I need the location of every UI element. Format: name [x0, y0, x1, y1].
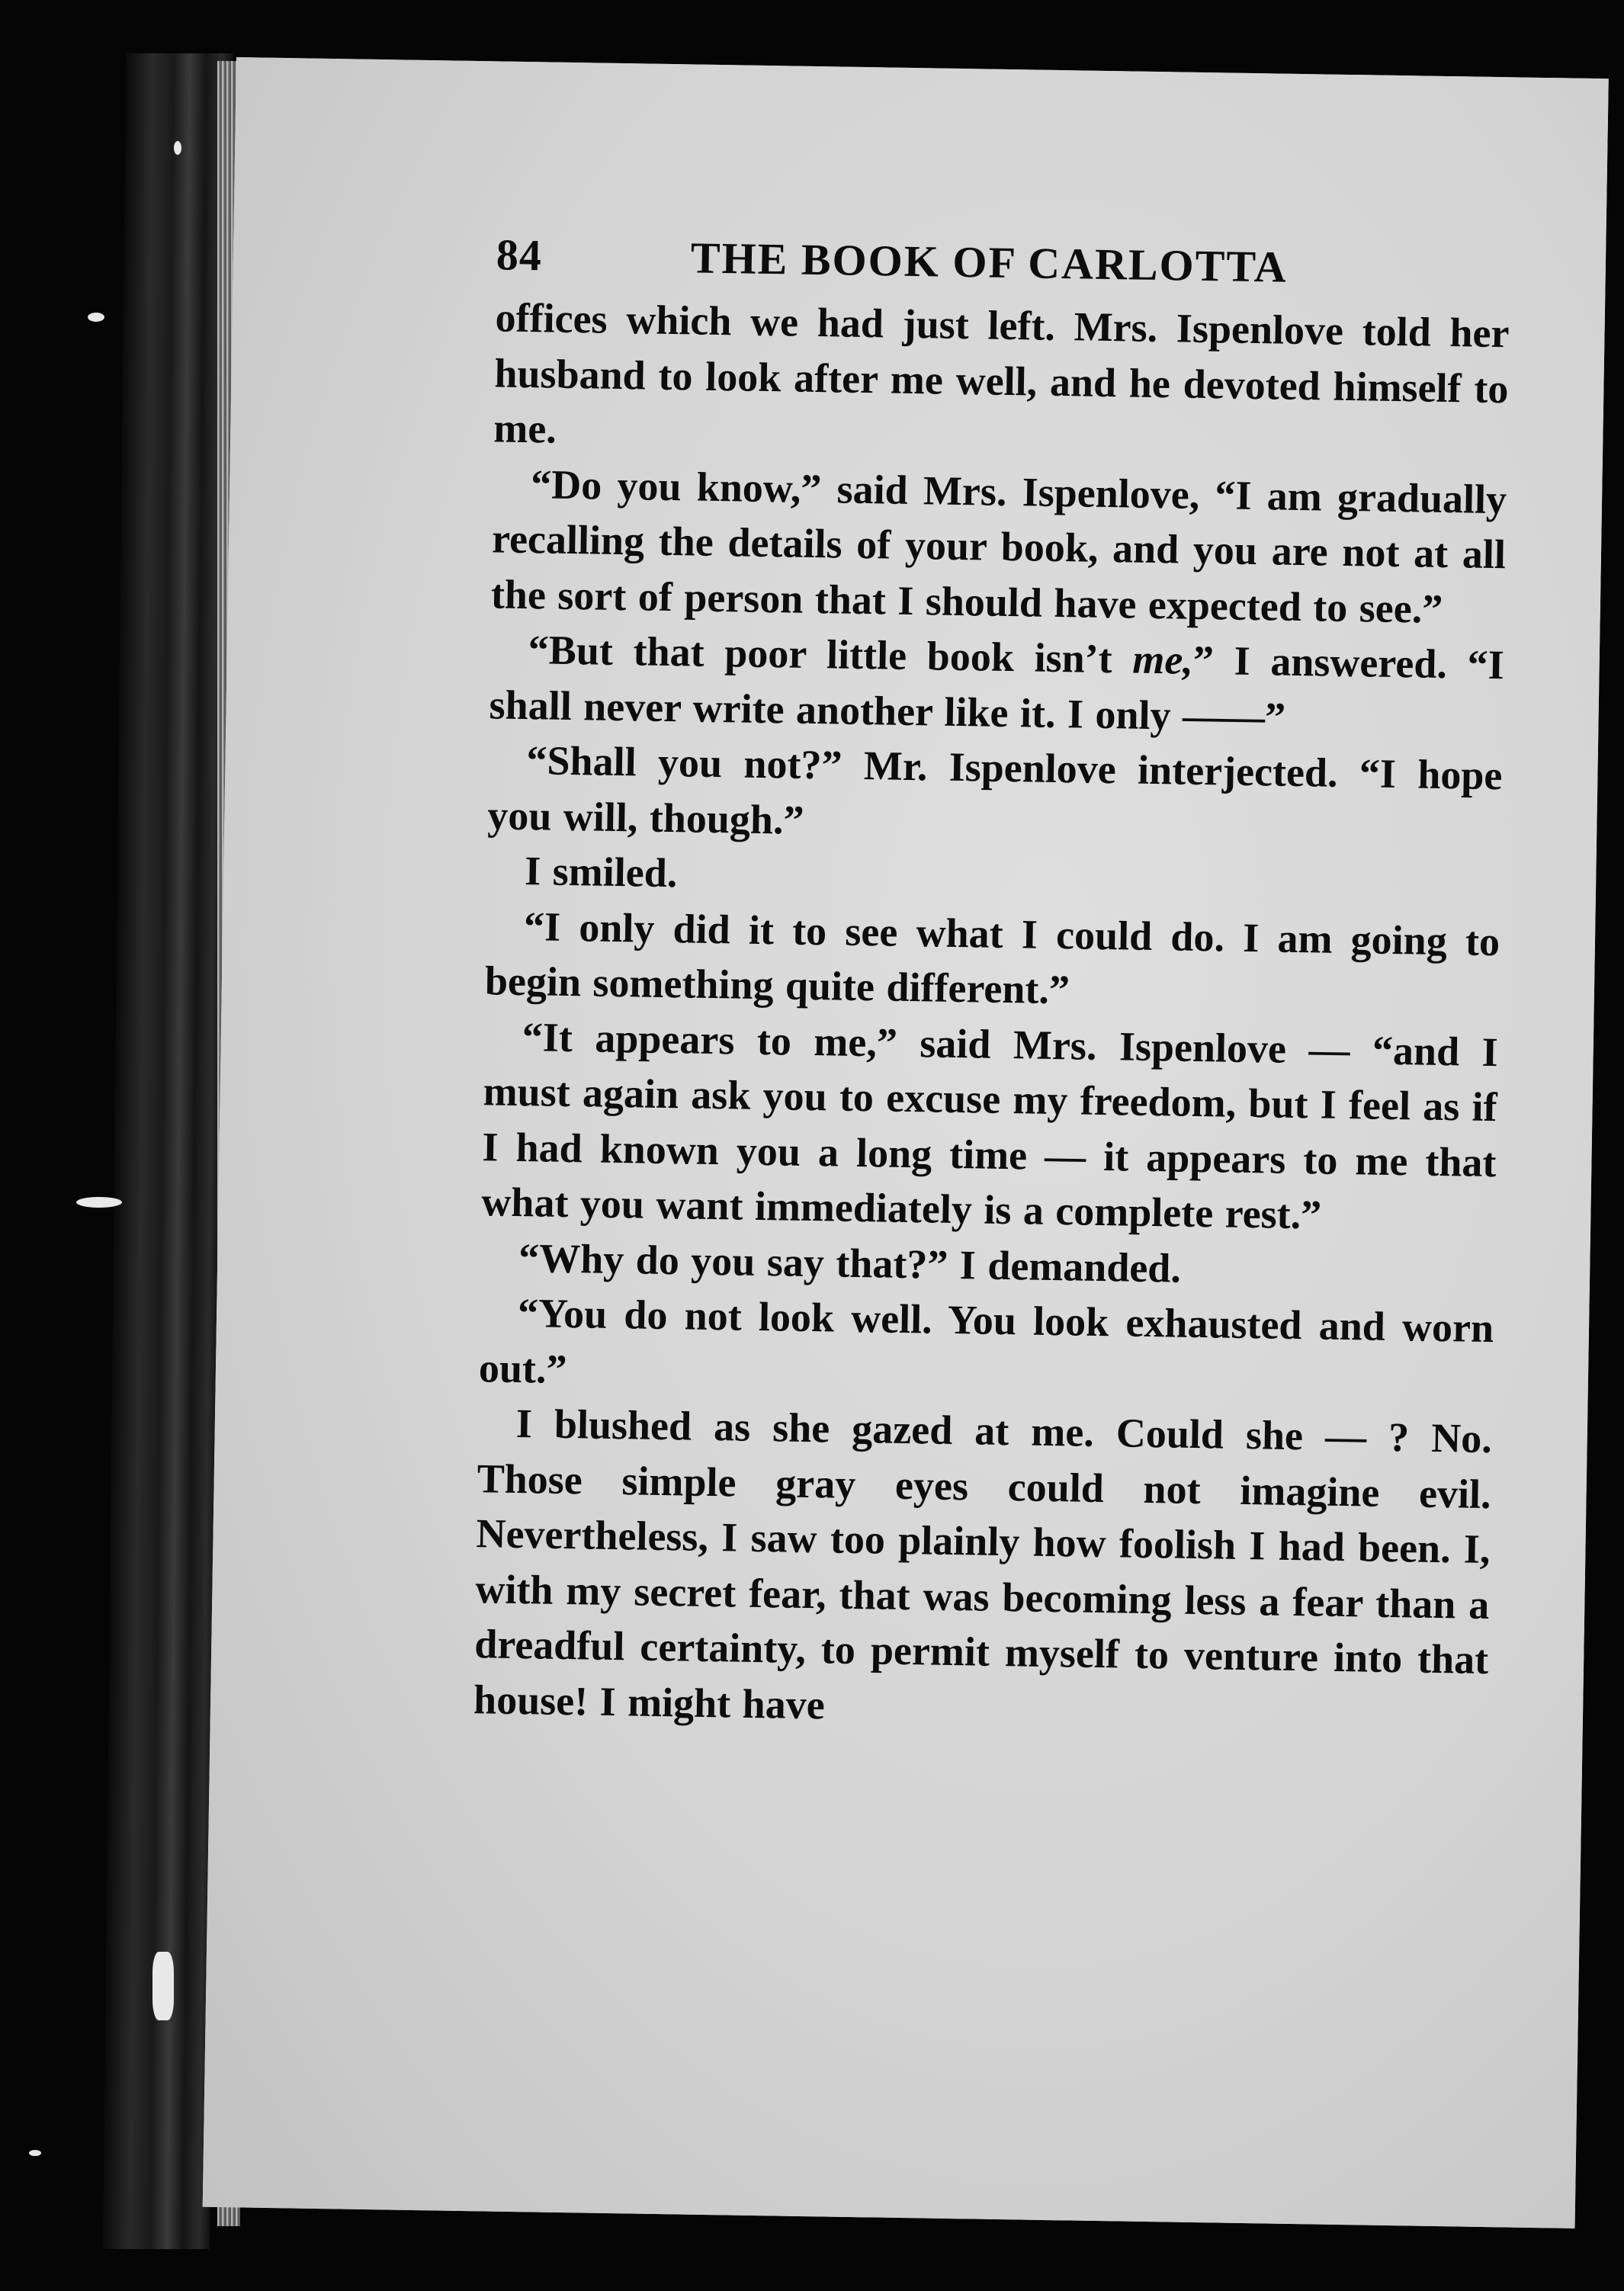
dust-speck	[88, 313, 104, 322]
page-number: 84	[496, 229, 543, 281]
paragraph	[489, 621, 1504, 748]
paragraph-text: ” I answered. “I shall never write another like it. I only ——”	[489, 637, 1505, 740]
dust-speck	[174, 141, 181, 155]
dust-speck	[76, 1197, 122, 1208]
book-title: THE BOOK OF CARLOTTA	[690, 233, 1289, 292]
dust-speck	[152, 1952, 174, 2020]
paragraph: “You do not look well. You look exhausted and worn out.”	[478, 1290, 1494, 1392]
paragraph: “It appears to me,” said Mrs. Ispenlove — “and I must again ask you to excuse my freedom, but I feel as if I had known you a long time — it appears to me that what you want immediately is a complete rest.”	[480, 1013, 1499, 1238]
body-text	[473, 290, 1510, 1743]
paragraph: I smiled.	[524, 848, 678, 897]
paragraph: “Why do you say that?” I demanded.	[518, 1234, 1182, 1291]
paragraph-text: “But that poor little book isn’t	[528, 627, 1133, 682]
emphasized-word: me,	[1131, 636, 1194, 683]
book-page	[203, 57, 1609, 2228]
paragraph: I blushed as she gazed at me. Could she — ? No. Those simple gray eyes could not imagine evil. Nevertheless, I saw too plainly how foolish I had been. I, with my secret fear, that was becoming less a fear than a dreadful certainty, to permit myself to venture into that house! I might have	[473, 1400, 1493, 1728]
paragraph: “Do you know,” said Mrs. Ispenlove, “I am gradually recalling the details of your book, and you are not at all the sort of person that I should have expected to see.”	[490, 460, 1507, 632]
page-content	[473, 229, 1511, 1743]
paragraph: offices which we had just left. Mrs. Ispenlove told her husband to look after me well, and he devoted himself to me.	[493, 294, 1510, 452]
dust-speck	[29, 2150, 41, 2156]
paragraph: “I only did it to see what I could do. I am going to begin something quite different.”	[484, 903, 1500, 1013]
paragraph: “Shall you not?” Mr. Ispenlove interjected. “I hope you will, though.”	[486, 737, 1503, 843]
